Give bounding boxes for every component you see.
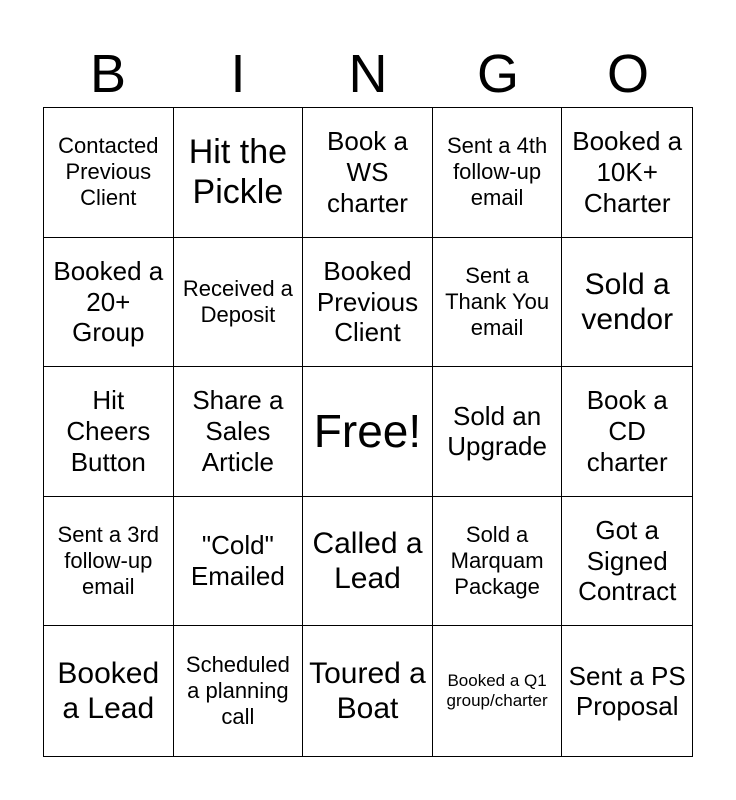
bingo-cell-20[interactable]: Got a Signed Contract <box>562 497 692 627</box>
bingo-cell-21[interactable]: Booked a Lead <box>44 626 174 756</box>
bingo-cell-5[interactable]: Booked a 10K+ Charter <box>562 108 692 238</box>
bingo-cell-8[interactable]: Booked Previous Client <box>303 238 433 368</box>
header-letter-n: N <box>348 44 388 104</box>
bingo-free-space[interactable]: Free! <box>303 367 433 497</box>
bingo-cell-25[interactable]: Sent a PS Proposal <box>568 660 686 722</box>
bingo-cell-3[interactable]: Book a WS charter <box>303 108 433 238</box>
bingo-cell-6[interactable]: Booked a 20+ Group <box>44 238 174 368</box>
bingo-cell-12[interactable]: Share a Sales Article <box>174 367 304 497</box>
bingo-card-grid <box>43 107 693 757</box>
bingo-cell-15[interactable]: Book a CD charter <box>562 367 692 497</box>
bingo-cell-4[interactable]: Sent a 4th follow-up email <box>433 108 563 238</box>
bingo-cell-14[interactable]: Sold an Upgrade <box>433 367 563 497</box>
bingo-cell-16[interactable]: Sent a 3rd follow-up email <box>44 497 174 627</box>
bingo-cell-17[interactable]: "Cold" Emailed <box>174 497 304 627</box>
bingo-cell-2[interactable]: Hit the Pickle <box>174 108 304 238</box>
bingo-cell-23[interactable]: Toured a Boat <box>303 626 433 756</box>
bingo-cell-22[interactable]: Scheduled a planning call <box>174 626 304 756</box>
header-letter-b: B <box>89 44 127 104</box>
header-letter-o: O <box>606 44 649 104</box>
bingo-cell-10[interactable]: Sold a vendor <box>562 238 692 368</box>
bingo-cell-11[interactable]: Hit Cheers Button <box>44 367 174 497</box>
bingo-cell-9[interactable]: Sent a Thank You email <box>433 238 563 368</box>
bingo-cell-18[interactable]: Called a Lead <box>303 497 433 627</box>
header-letter-g: G <box>476 44 519 104</box>
bingo-cell-19[interactable]: Sold a Marquam Package <box>433 497 563 627</box>
bingo-header <box>43 42 693 106</box>
bingo-cell-1[interactable]: Contacted Previous Client <box>44 108 174 238</box>
bingo-cell-7[interactable]: Received a Deposit <box>174 238 304 368</box>
bingo-cell-24[interactable]: Booked a Q1 group/charter <box>433 626 563 756</box>
header-letter-i: I <box>230 44 246 104</box>
